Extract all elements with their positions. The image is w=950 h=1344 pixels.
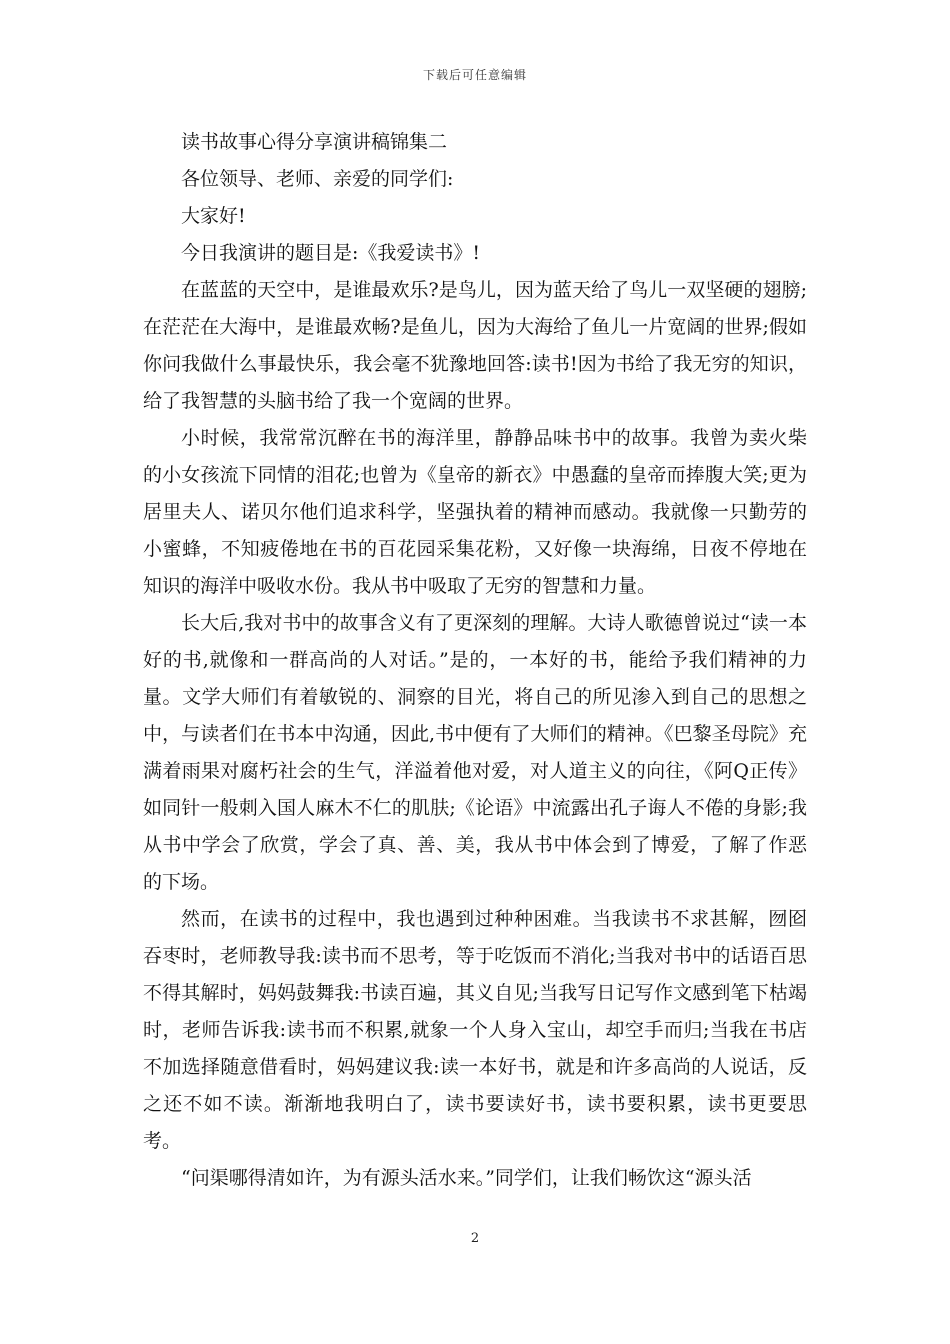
body-paragraph: 然而，在读书的过程中，我也遇到过种种困难。当我读书不求甚解，囫囵吞枣时，老师教导我:读书而不思考，等于吃饭而不消化;当我对书中的话语百思不得其解时，妈妈鼓舞我:书读百遍，其义自见;当我写日记写作文感到笔下枯竭时，老师告诉我:读书而不积累,就象一个人身入宝山，却空手而归;当我在书店不加选择随意借看时，妈妈建议我:读一本好书，就是和许多高尚的人说话，反之还不如不读。渐渐地我明白了，读书要读好书，读书要积累，读书更要思考。 bbox=[143, 908, 807, 1152]
greeting: 大家好! bbox=[181, 205, 246, 227]
salutation: 各位领导、老师、亲爱的同学们: bbox=[181, 168, 454, 190]
speech-topic: 今日我演讲的题目是:《我爱读书》! bbox=[181, 242, 481, 264]
page-number: 2 bbox=[470, 1231, 480, 1246]
body-paragraph: 长大后,我对书中的故事含义有了更深刻的理解。大诗人歌德曾说过“读一本好的书,就像和一群高尚的人对话。”是的，一本好的书，能给予我们精神的力量。文学大师们有着敏锐的、洞察的目光，将自己的所见渗入到自己的思想之中，与读者们在书本中沟通，因此,书中便有了大师们的精神。《巴黎圣母院》充满着雨果对腐朽社会的生气，洋溢着他对爱，对人道主义的向往，《阿Q正传》如同针一般刺入国人麻木不仁的肌肤;《论语》中流露出孔子诲人不倦的身影;我从书中学会了欣赏，学会了真、善、美，我从书中体会到了博爱，了解了作恶的下场。 bbox=[143, 612, 807, 893]
body-paragraph: 小时候，我常常沉醉在书的海洋里，静静品味书中的故事。我曾为卖火柴的小女孩流下同情的泪花;也曾为《皇帝的新衣》中愚蠢的皇帝而捧腹大笑;更为居里夫人、诺贝尔他们追求科学，坚强执着的精神而感动。我就像一只勤劳的小蜜蜂，不知疲倦地在书的百花园采集花粉，又好像一块海绵，日夜不停地在知识的海洋中吸收水份。我从书中吸取了无穷的智慧和力量。 bbox=[143, 427, 807, 597]
body-paragraph: 在蓝蓝的天空中，是谁最欢乐?是鸟儿，因为蓝天给了鸟儿一双坚硬的翅膀;在茫茫在大海中，是谁最欢畅?是鱼儿，因为大海给了鱼儿一片宽阔的世界;假如你问我做什么事最快乐，我会毫不犹豫地回答:读书!因为书给了我无穷的知识，给了我智慧的头脑书给了我一个宽阔的世界。 bbox=[143, 279, 807, 412]
document-body bbox=[143, 124, 807, 1197]
body-paragraph: “问渠哪得清如许，为有源头活水来。”同学们，让我们畅饮这“源头活 bbox=[181, 1167, 752, 1189]
page-header-note: 下载后可任意编辑 bbox=[422, 68, 527, 82]
document-title: 读书故事心得分享演讲稿锦集二 bbox=[181, 131, 448, 153]
